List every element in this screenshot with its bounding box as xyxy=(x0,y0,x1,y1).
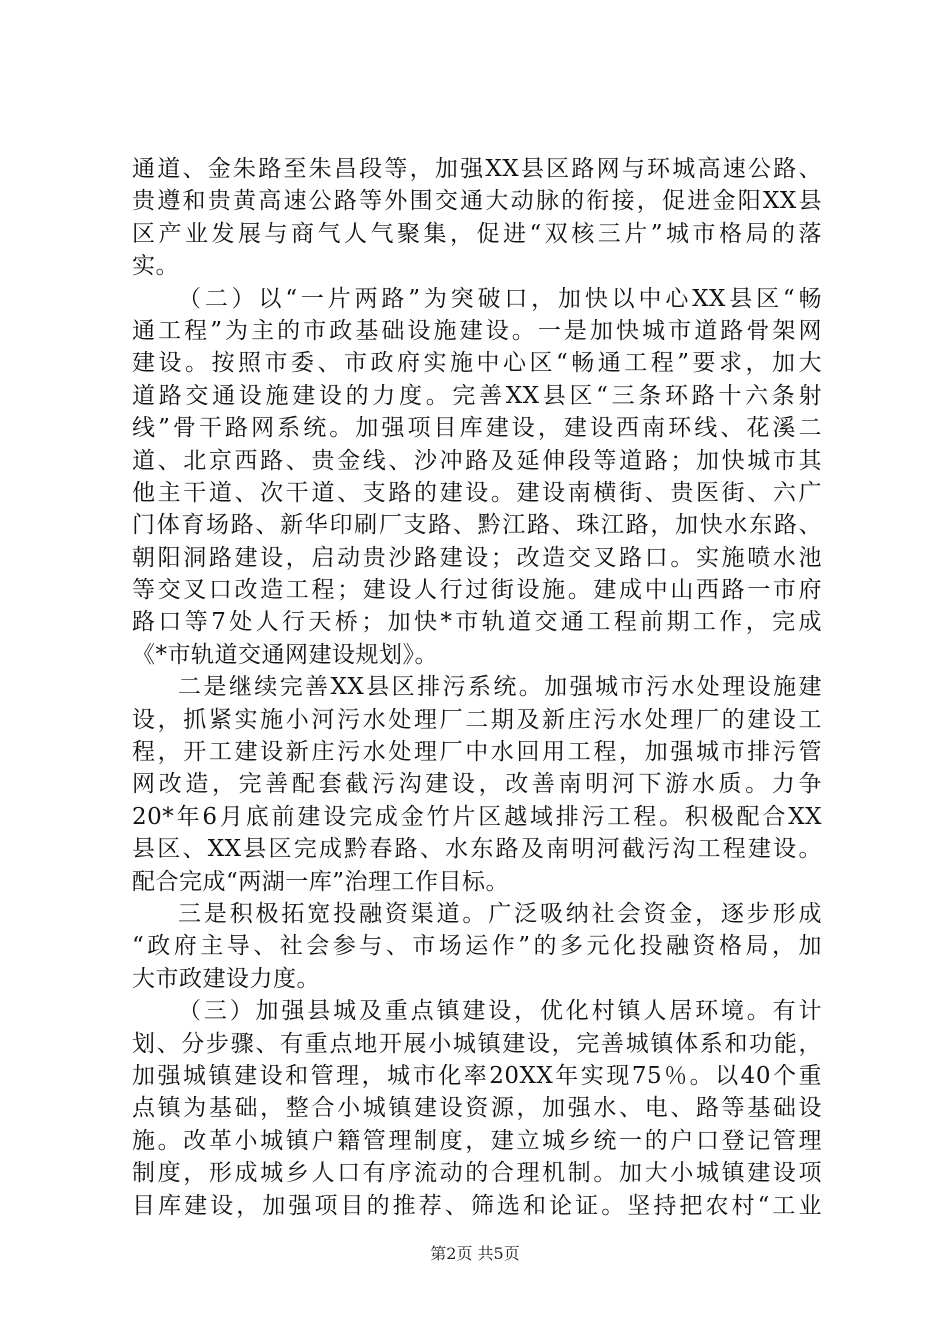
text-line: 道、北京西路、贵金线、沙冲路及延伸段等道路；加快城市其 xyxy=(132,447,822,474)
text-line: 等交叉口改造工程；建设人行过街设施。建成中山西路一市府 xyxy=(132,577,822,604)
text-line: 他主干道、次干道、支路的建设。建设南横街、贵医街、六广 xyxy=(132,479,822,506)
text-line: 实。 xyxy=(132,253,179,280)
text-line: （二）以“一片两路”为突破口，加快以中心XX县区“畅 xyxy=(178,285,822,312)
text-line: 通工程”为主的市政基础设施建设。一是加快城市道路骨架网 xyxy=(132,317,822,344)
text-line: 程，开工建设新庄污水处理厂中水回用工程，加强城市排污管 xyxy=(132,739,822,766)
text-line: 制度，形成城乡人口有序流动的合理机制。加大小城镇建设项 xyxy=(132,1160,822,1187)
text-line: 加强城镇建设和管理，城市化率20XX年实现75％。以40个重 xyxy=(132,1062,822,1089)
text-line: 划、分步骤、有重点地开展小城镇建设，完善城镇体系和功能， xyxy=(132,1030,822,1057)
text-line: 门体育场路、新华印刷厂支路、黔江路、珠江路，加快水东路、 xyxy=(132,512,822,539)
text-line: 贵遵和贵黄高速公路等外围交通大动脉的衔接，促进金阳XX县 xyxy=(132,188,822,215)
text-line: 点镇为基础，整合小城镇建设资源，加强水、电、路等基础设 xyxy=(132,1095,822,1122)
text-line: 建设。按照市委、市政府实施中心区“畅通工程”要求，加大 xyxy=(132,350,822,377)
text-line: 三是积极拓宽投融资渠道。广泛吸纳社会资金，逐步形成 xyxy=(178,900,822,927)
text-line: （三）加强县城及重点镇建设，优化村镇人居环境。有计 xyxy=(178,998,822,1025)
text-line: 《*市轨道交通网建设规划》。 xyxy=(132,641,438,668)
text-line: 设，抓紧实施小河污水处理厂二期及新庄污水处理厂的建设工 xyxy=(132,706,822,733)
text-line: 朝阳洞路建设，启动贵沙路建设；改造交叉路口。实施喷水池 xyxy=(132,544,822,571)
text-line: 施。改革小城镇户籍管理制度，建立城乡统一的户口登记管理 xyxy=(132,1127,822,1154)
text-line: 网改造，完善配套截污沟建设，改善南明河下游水质。力争 xyxy=(132,771,822,798)
text-line: 二是继续完善XX县区排污系统。加强城市污水处理设施建 xyxy=(178,674,822,701)
text-line: 道路交通设施建设的力度。完善XX县区“三条环路十六条射 xyxy=(132,382,822,409)
page-number-footer: 第2页 共5页 xyxy=(430,1244,520,1263)
text-line: “政府主导、社会参与、市场运作”的多元化投融资格局，加 xyxy=(132,933,822,960)
text-line: 大市政建设力度。 xyxy=(132,965,320,992)
body-text xyxy=(132,153,822,1222)
text-line: 目库建设，加强项目的推荐、筛选和论证。坚持把农村“工业 xyxy=(132,1192,822,1219)
text-line: 线”骨干路网系统。加强项目库建设，建设西南环线、花溪二 xyxy=(132,415,822,442)
text-line: 配合完成“两湖一库”治理工作目标。 xyxy=(132,868,510,895)
text-line: 20*年6月底前建设完成金竹片区越域排污工程。积极配合XX xyxy=(132,803,822,830)
text-line: 县区、XX县区完成黔春路、水东路及南明河截污沟工程建设。 xyxy=(132,836,822,863)
text-line: 通道、金朱路至朱昌段等，加强XX县区路网与环城高速公路、 xyxy=(132,156,822,182)
text-line: 路口等7处人行天桥；加快*市轨道交通工程前期工作，完成 xyxy=(132,609,822,636)
text-line: 区产业发展与商气人气聚集，促进“双核三片”城市格局的落 xyxy=(132,220,822,247)
